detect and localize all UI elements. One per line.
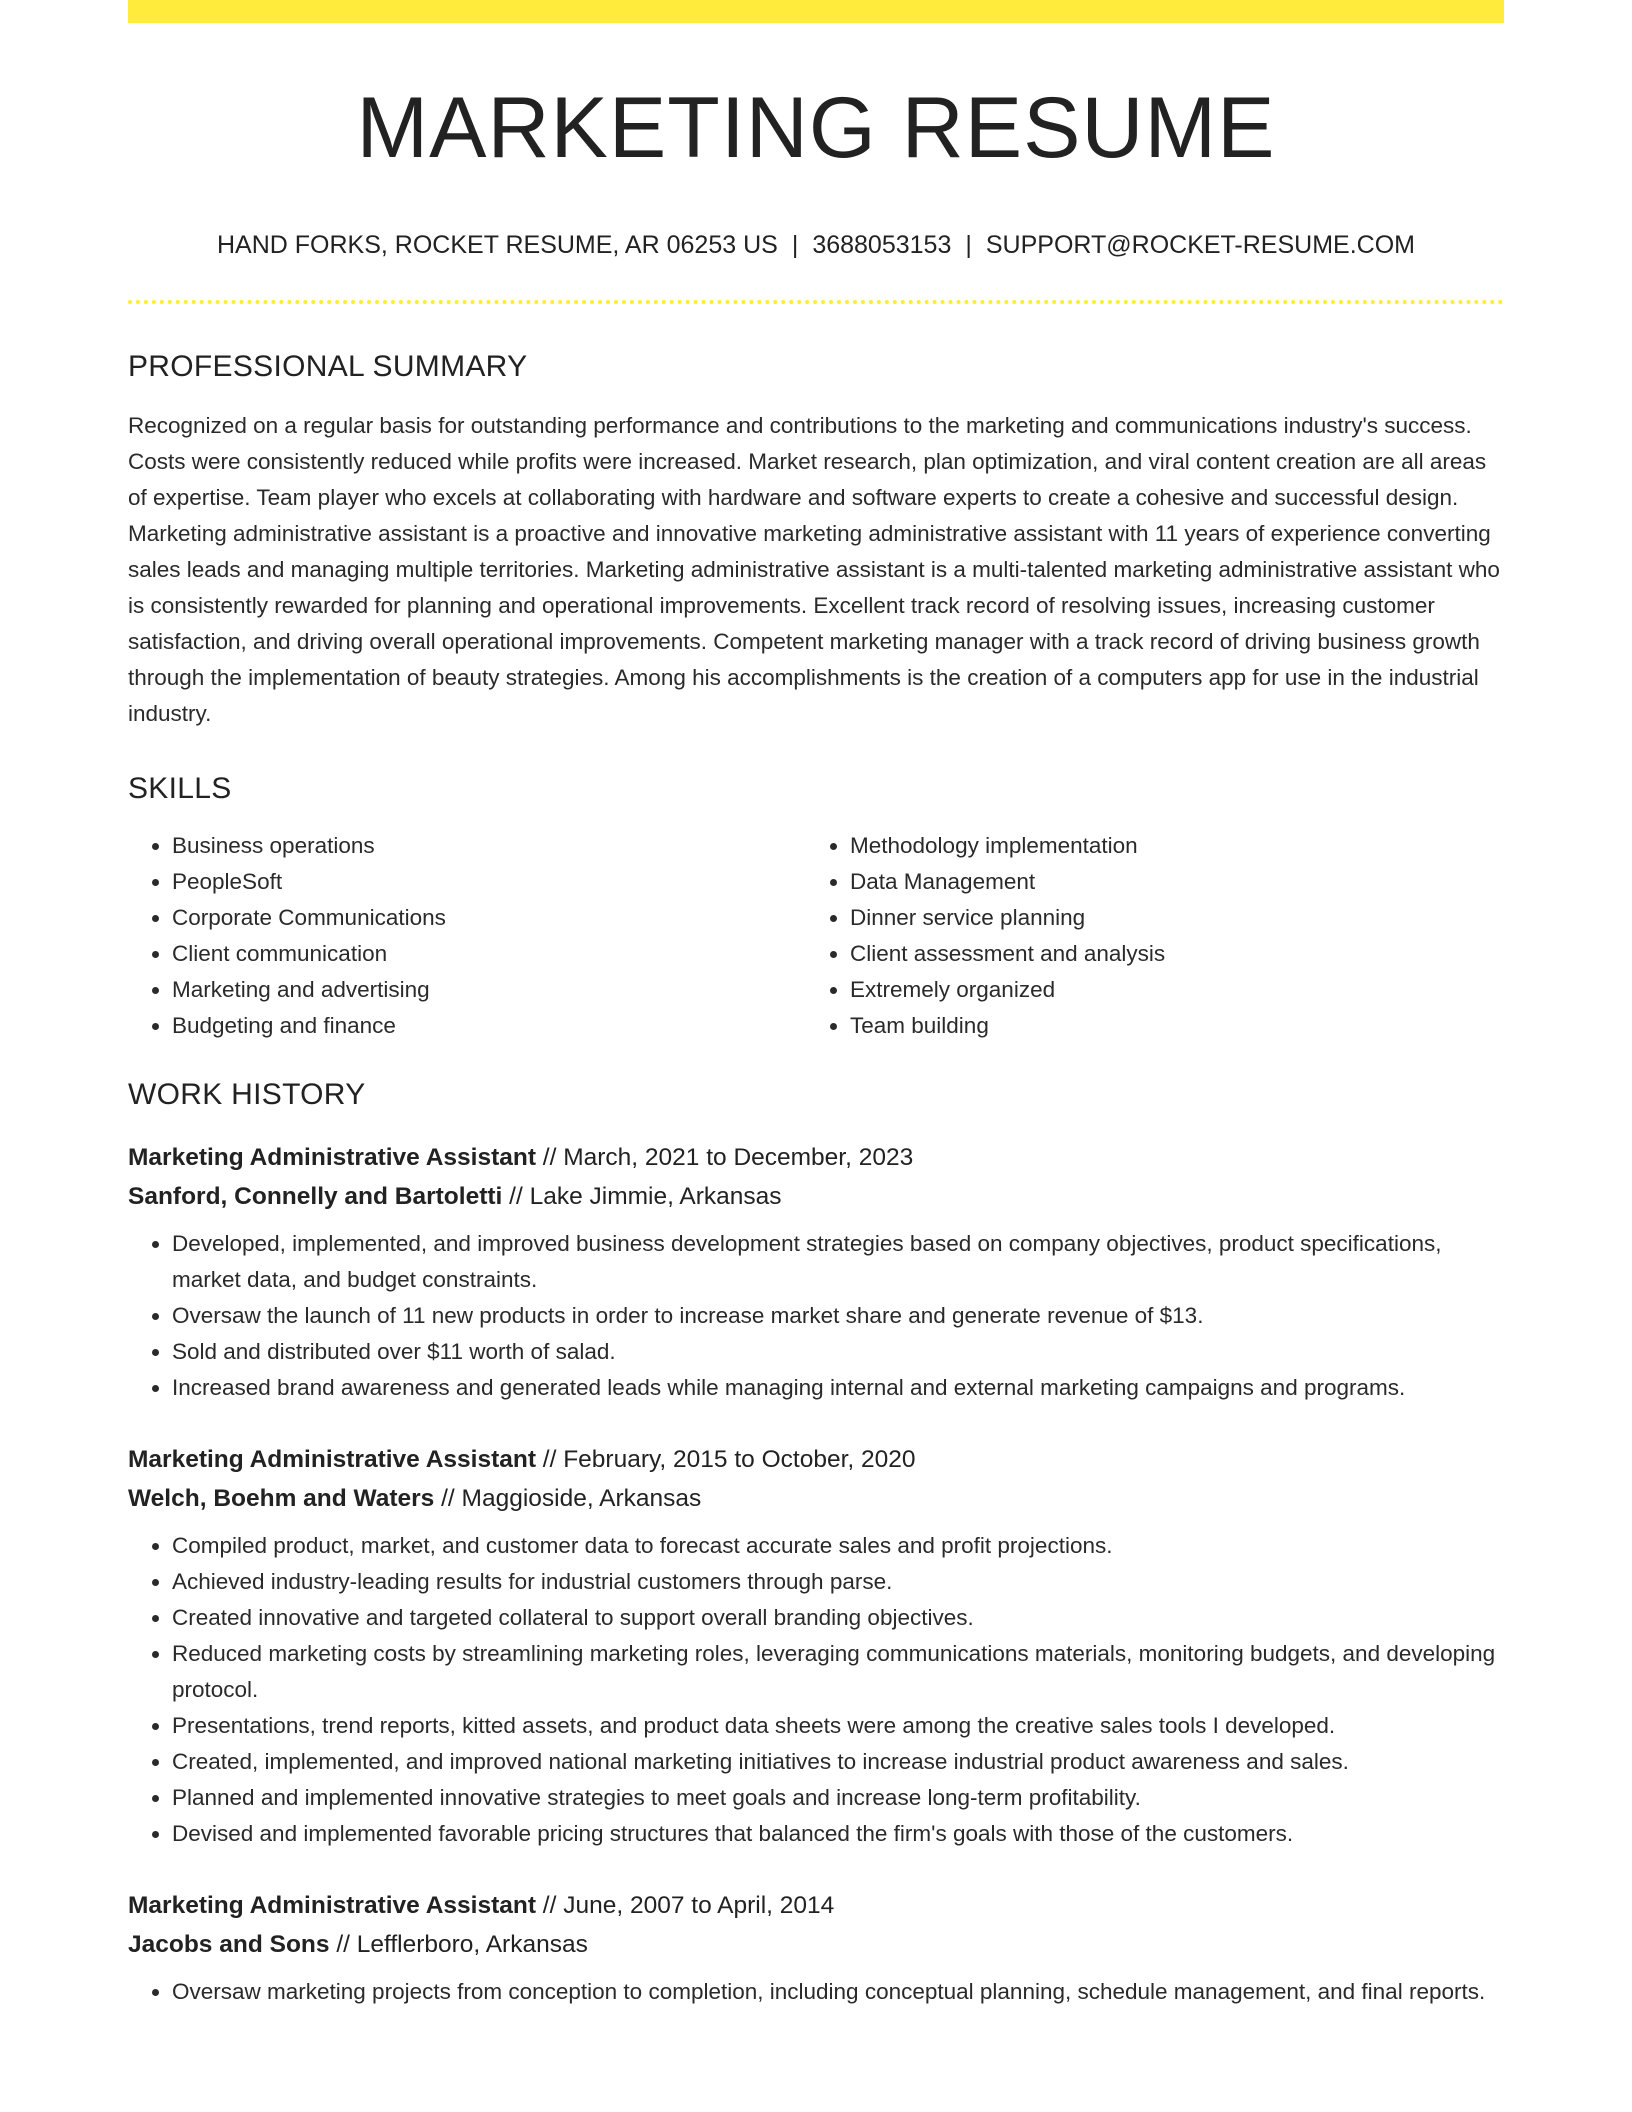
job-bullet: • Developed, implemented, and improved business development strategies based on company objectives, product specifications, market data, and budget constraints.	[172, 1226, 1504, 1298]
job-bullet: • Sold and distributed over $11 worth of salad.	[172, 1334, 1504, 1370]
job-entry	[128, 1886, 1504, 2010]
job-bullet: • Achieved industry-leading results for industrial customers through parse.	[172, 1564, 1504, 1600]
job-company: Welch, Boehm and Waters	[128, 1485, 435, 1512]
job-bullets	[128, 1974, 1504, 2010]
job-role-line	[128, 1138, 1504, 1177]
contact-email: SUPPORT@ROCKET-RESUME.COM	[985, 231, 1415, 259]
job-bullet: • Devised and implemented favorable pricing structures that balanced the firm's goals with those of the customers.	[172, 1816, 1504, 1852]
job-role-line	[128, 1886, 1504, 1925]
job-entry	[128, 1138, 1504, 1406]
skill-item: • Client communication	[172, 936, 806, 972]
contact-phone: 3688053153	[812, 231, 952, 259]
job-dates: // February, 2015 to October, 2020	[542, 1446, 916, 1473]
job-company: Sanford, Connelly and Bartoletti	[128, 1183, 503, 1210]
job-bullet: • Increased brand awareness and generated leads while managing internal and external marketing campaigns and programs.	[172, 1370, 1504, 1406]
job-location: // Maggioside, Arkansas	[441, 1485, 702, 1512]
skill-item: • Corporate Communications	[172, 900, 806, 936]
skill-item: • Marketing and advertising	[172, 972, 806, 1008]
skills-column-left	[128, 828, 806, 1044]
job-entry	[128, 1440, 1504, 1852]
job-location: // Lake Jimmie, Arkansas	[509, 1183, 782, 1210]
job-bullet: • Reduced marketing costs by streamlining marketing roles, leveraging communications materials, monitoring budgets, and developing protocol.	[172, 1636, 1504, 1708]
job-bullet: • Created, implemented, and improved national marketing initiatives to increase industrial product awareness and sales.	[172, 1744, 1504, 1780]
job-role-line	[128, 1440, 1504, 1479]
job-bullets	[128, 1528, 1504, 1852]
skill-item: • Extremely organized	[850, 972, 1504, 1008]
job-bullet: • Oversaw the launch of 11 new products in order to increase market share and generate revenue of $13.	[172, 1298, 1504, 1334]
job-role: Marketing Administrative Assistant	[128, 1446, 536, 1473]
skill-item: • Methodology implementation	[850, 828, 1504, 864]
job-bullet: • Presentations, trend reports, kitted assets, and product data sheets were among the creative sales tools I developed.	[172, 1708, 1504, 1744]
top-accent-bar	[128, 0, 1504, 23]
skills-list	[128, 828, 1504, 1044]
job-bullet: • Created innovative and targeted collateral to support overall branding objectives.	[172, 1600, 1504, 1636]
job-dates: // June, 2007 to April, 2014	[542, 1892, 835, 1919]
resume-page	[128, 0, 1504, 2010]
job-company-line	[128, 1925, 1504, 1964]
skill-item: • Dinner service planning	[850, 900, 1504, 936]
job-bullet: • Compiled product, market, and customer data to forecast accurate sales and profit projections.	[172, 1528, 1504, 1564]
skill-item: • Data Management	[850, 864, 1504, 900]
skill-item: • Client assessment and analysis	[850, 936, 1504, 972]
header-divider	[128, 300, 1504, 304]
job-location: // Lefflerboro, Arkansas	[336, 1931, 588, 1958]
job-company: Jacobs and Sons	[128, 1931, 330, 1958]
job-bullet: • Planned and implemented innovative strategies to meet goals and increase long-term profitability.	[172, 1780, 1504, 1816]
job-company-line	[128, 1177, 1504, 1216]
summary-text: Recognized on a regular basis for outstanding performance and contributions to the marketing and communications industry's success. Costs were consistently reduced while profits were increased. Market research, plan optimization, and viral content creation are all areas of expertise. Team player who excels at collaborating with hardware and software experts to create a cohesive and successful design. Marketing administrative assistant is a proactive and innovative marketing administrative assistant with 11 years of experience converting sales leads and managing multiple territories. Marketing administrative assistant is a multi-talented marketing administrative assistant who is consistently rewarded for planning and operational improvements. Excellent track record of resolving issues, increasing customer satisfaction, and driving overall operational improvements. Competent marketing manager with a track record of driving business growth through the implementation of beauty strategies. Among his accomplishments is the creation of a computers app for use in the industrial industry.	[128, 413, 1500, 726]
job-dates: // March, 2021 to December, 2023	[542, 1144, 914, 1171]
job-role: Marketing Administrative Assistant	[128, 1144, 536, 1171]
skill-item: • Business operations	[172, 828, 806, 864]
skill-item: • Budgeting and finance	[172, 1008, 806, 1044]
skills-column-right	[806, 828, 1504, 1044]
contact-separator: |	[965, 231, 972, 259]
contact-line	[128, 233, 1504, 258]
job-bullets	[128, 1226, 1504, 1406]
job-company-line	[128, 1479, 1504, 1518]
skill-item: • PeopleSoft	[172, 864, 806, 900]
job-role: Marketing Administrative Assistant	[128, 1892, 536, 1919]
summary-heading: PROFESSIONAL SUMMARY	[128, 350, 528, 383]
resume-title: MARKETING RESUME	[356, 80, 1276, 176]
skill-item: • Team building	[850, 1008, 1504, 1044]
contact-address: HAND FORKS, ROCKET RESUME, AR 06253 US	[217, 231, 778, 259]
job-bullet: • Oversaw marketing projects from conception to completion, including conceptual planning, schedule management, and final reports.	[172, 1974, 1504, 2010]
contact-separator: |	[791, 231, 799, 259]
work-history-heading: WORK HISTORY	[128, 1078, 366, 1111]
skills-heading: SKILLS	[128, 772, 232, 805]
